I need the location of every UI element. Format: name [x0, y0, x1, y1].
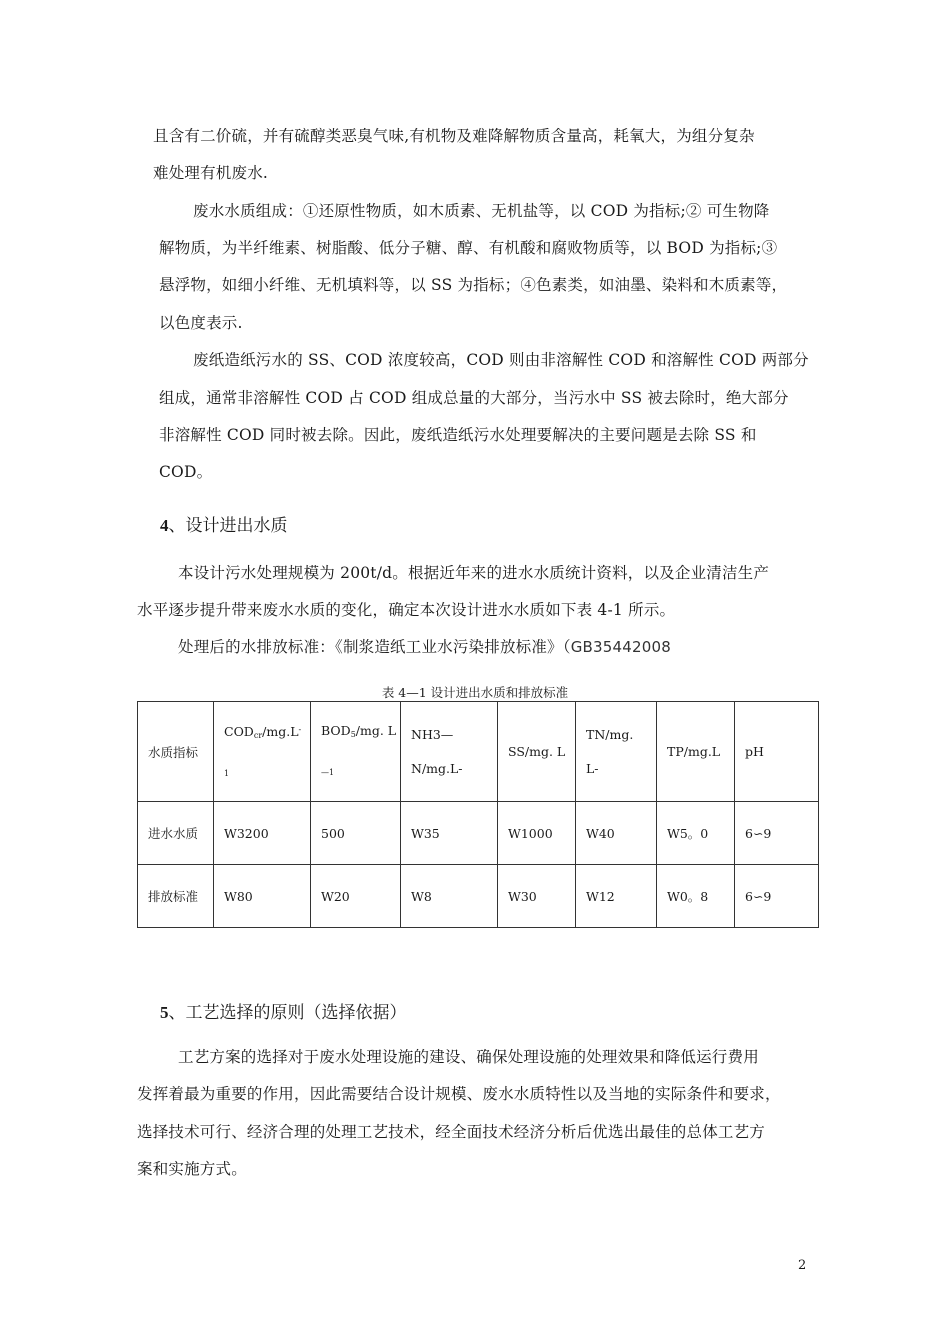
standard-line — [178, 635, 671, 657]
standard-code: GB35442008 — [570, 638, 671, 656]
page-number: 2 — [798, 1258, 807, 1273]
table-cell: W40 — [576, 802, 657, 865]
table-cell: W20 — [311, 865, 401, 928]
header-cell-ph: pH — [735, 702, 819, 802]
section-number: 4 — [160, 516, 169, 535]
header-cell-nh3: NH3— N/mg.L- — [401, 702, 498, 802]
table-cell: 进水水质 — [138, 802, 214, 865]
table-row — [138, 865, 819, 928]
table-cell: W8 — [401, 865, 498, 928]
table-cell: W80 — [214, 865, 311, 928]
header-cell-ss: SS/mg. L — [498, 702, 576, 802]
header-cell-bod: $BOD_5/mg$. L $_{—1}$ — [311, 702, 401, 802]
paragraph-line: 发挥着最为重要的作用，因此需要结合设计规模、废水水质特性以及当地的实际条件和要求， — [137, 1085, 781, 1103]
paragraph-line: 且含有二价硫，并有硫醇类恶臭气味,有机物及难降解物质含量高，耗氧大，为组分复杂 — [153, 127, 755, 145]
section-heading-4 — [160, 511, 288, 536]
table-cell: W12 — [576, 865, 657, 928]
table-cell: W5。0 — [657, 802, 735, 865]
paragraph-line: 废纸造纸污水的 SS、COD 浓度较高，COD 则由非溶解性 COD 和溶解性 COD 两部分 — [193, 351, 809, 369]
paragraph-line: 非溶解性 COD 同时被去除。因此，废纸造纸污水处理要解决的主要问题是去除 SS 和 — [159, 426, 757, 444]
header-cell-cod: $COD_{cr}/mg.L^-$ $_1$ — [214, 702, 311, 802]
paragraph-line: 选择技术可行、经济合理的处理工艺技术，经全面技术经济分析后优选出最佳的总体工艺方 — [137, 1123, 766, 1141]
paragraph-line: 废水水质组成：①还原性物质，如木质素、无机盐等，以 COD 为指标;② 可生物降 — [193, 202, 770, 220]
paragraph-line: 难处理有机废水. — [153, 164, 269, 182]
table-caption: 表 4—1 设计进出水质和排放标准 — [381, 685, 569, 700]
standard-prefix: 处理后的水排放标准：《制浆造纸工业水污染排放标准》（ — [178, 638, 571, 656]
paragraph-line: 水平逐步提升带来废水水质的变化，确定本次设计进水水质如下表 4-1 所示。 — [137, 601, 676, 619]
section-title: 、设计进出水质 — [168, 516, 288, 536]
paragraph-line: 悬浮物，如细小纤维、无机填料等，以 SS 为指标；④色素类，如油墨、染料和木质素等， — [159, 276, 788, 294]
table-cell: W35 — [401, 802, 498, 865]
paragraph-line: 以色度表示. — [159, 314, 243, 332]
table-cell: W30 — [498, 865, 576, 928]
paragraph-line: 案和实施方式。 — [137, 1160, 247, 1178]
paragraph-line: COD。 — [159, 463, 213, 481]
paragraph-line: 本设计污水处理规模为 200t/d。根据近年来的进水水质统计资料，以及企业清洁生产 — [178, 564, 770, 582]
section-number: 5 — [160, 1003, 169, 1022]
table-row — [138, 802, 819, 865]
paragraph-line: 工艺方案的选择对于废水处理设施的建设、确保处理设施的处理效果和降低运行费用 — [178, 1048, 759, 1066]
table-cell: 6∽9 — [735, 802, 819, 865]
table-cell: 排放标准 — [138, 865, 214, 928]
water-quality-table — [137, 701, 819, 928]
table-cell: W0。8 — [657, 865, 735, 928]
table-cell: W3200 — [214, 802, 311, 865]
header-cell-tp: TP/mg.L — [657, 702, 735, 802]
header-cell: 水质指标 — [138, 702, 214, 802]
paragraph-line: 解物质，为半纤维素、树脂酸、低分子糖、醇、有机酸和腐败物质等，以 BOD 为指标;③ — [159, 239, 778, 257]
paragraph-line: 组成，通常非溶解性 COD 占 COD 组成总量的大部分，当污水中 SS 被去除时，绝大部分 — [159, 389, 789, 407]
section-title: 、工艺选择的原则（选择依据） — [168, 1003, 407, 1023]
header-cell-tn: TN/mg. L- — [576, 702, 657, 802]
table-cell: 6∽9 — [735, 865, 819, 928]
section-heading-5 — [160, 998, 407, 1023]
table-header-row — [138, 702, 819, 802]
table-cell: 500 — [311, 802, 401, 865]
table-cell: W1000 — [498, 802, 576, 865]
